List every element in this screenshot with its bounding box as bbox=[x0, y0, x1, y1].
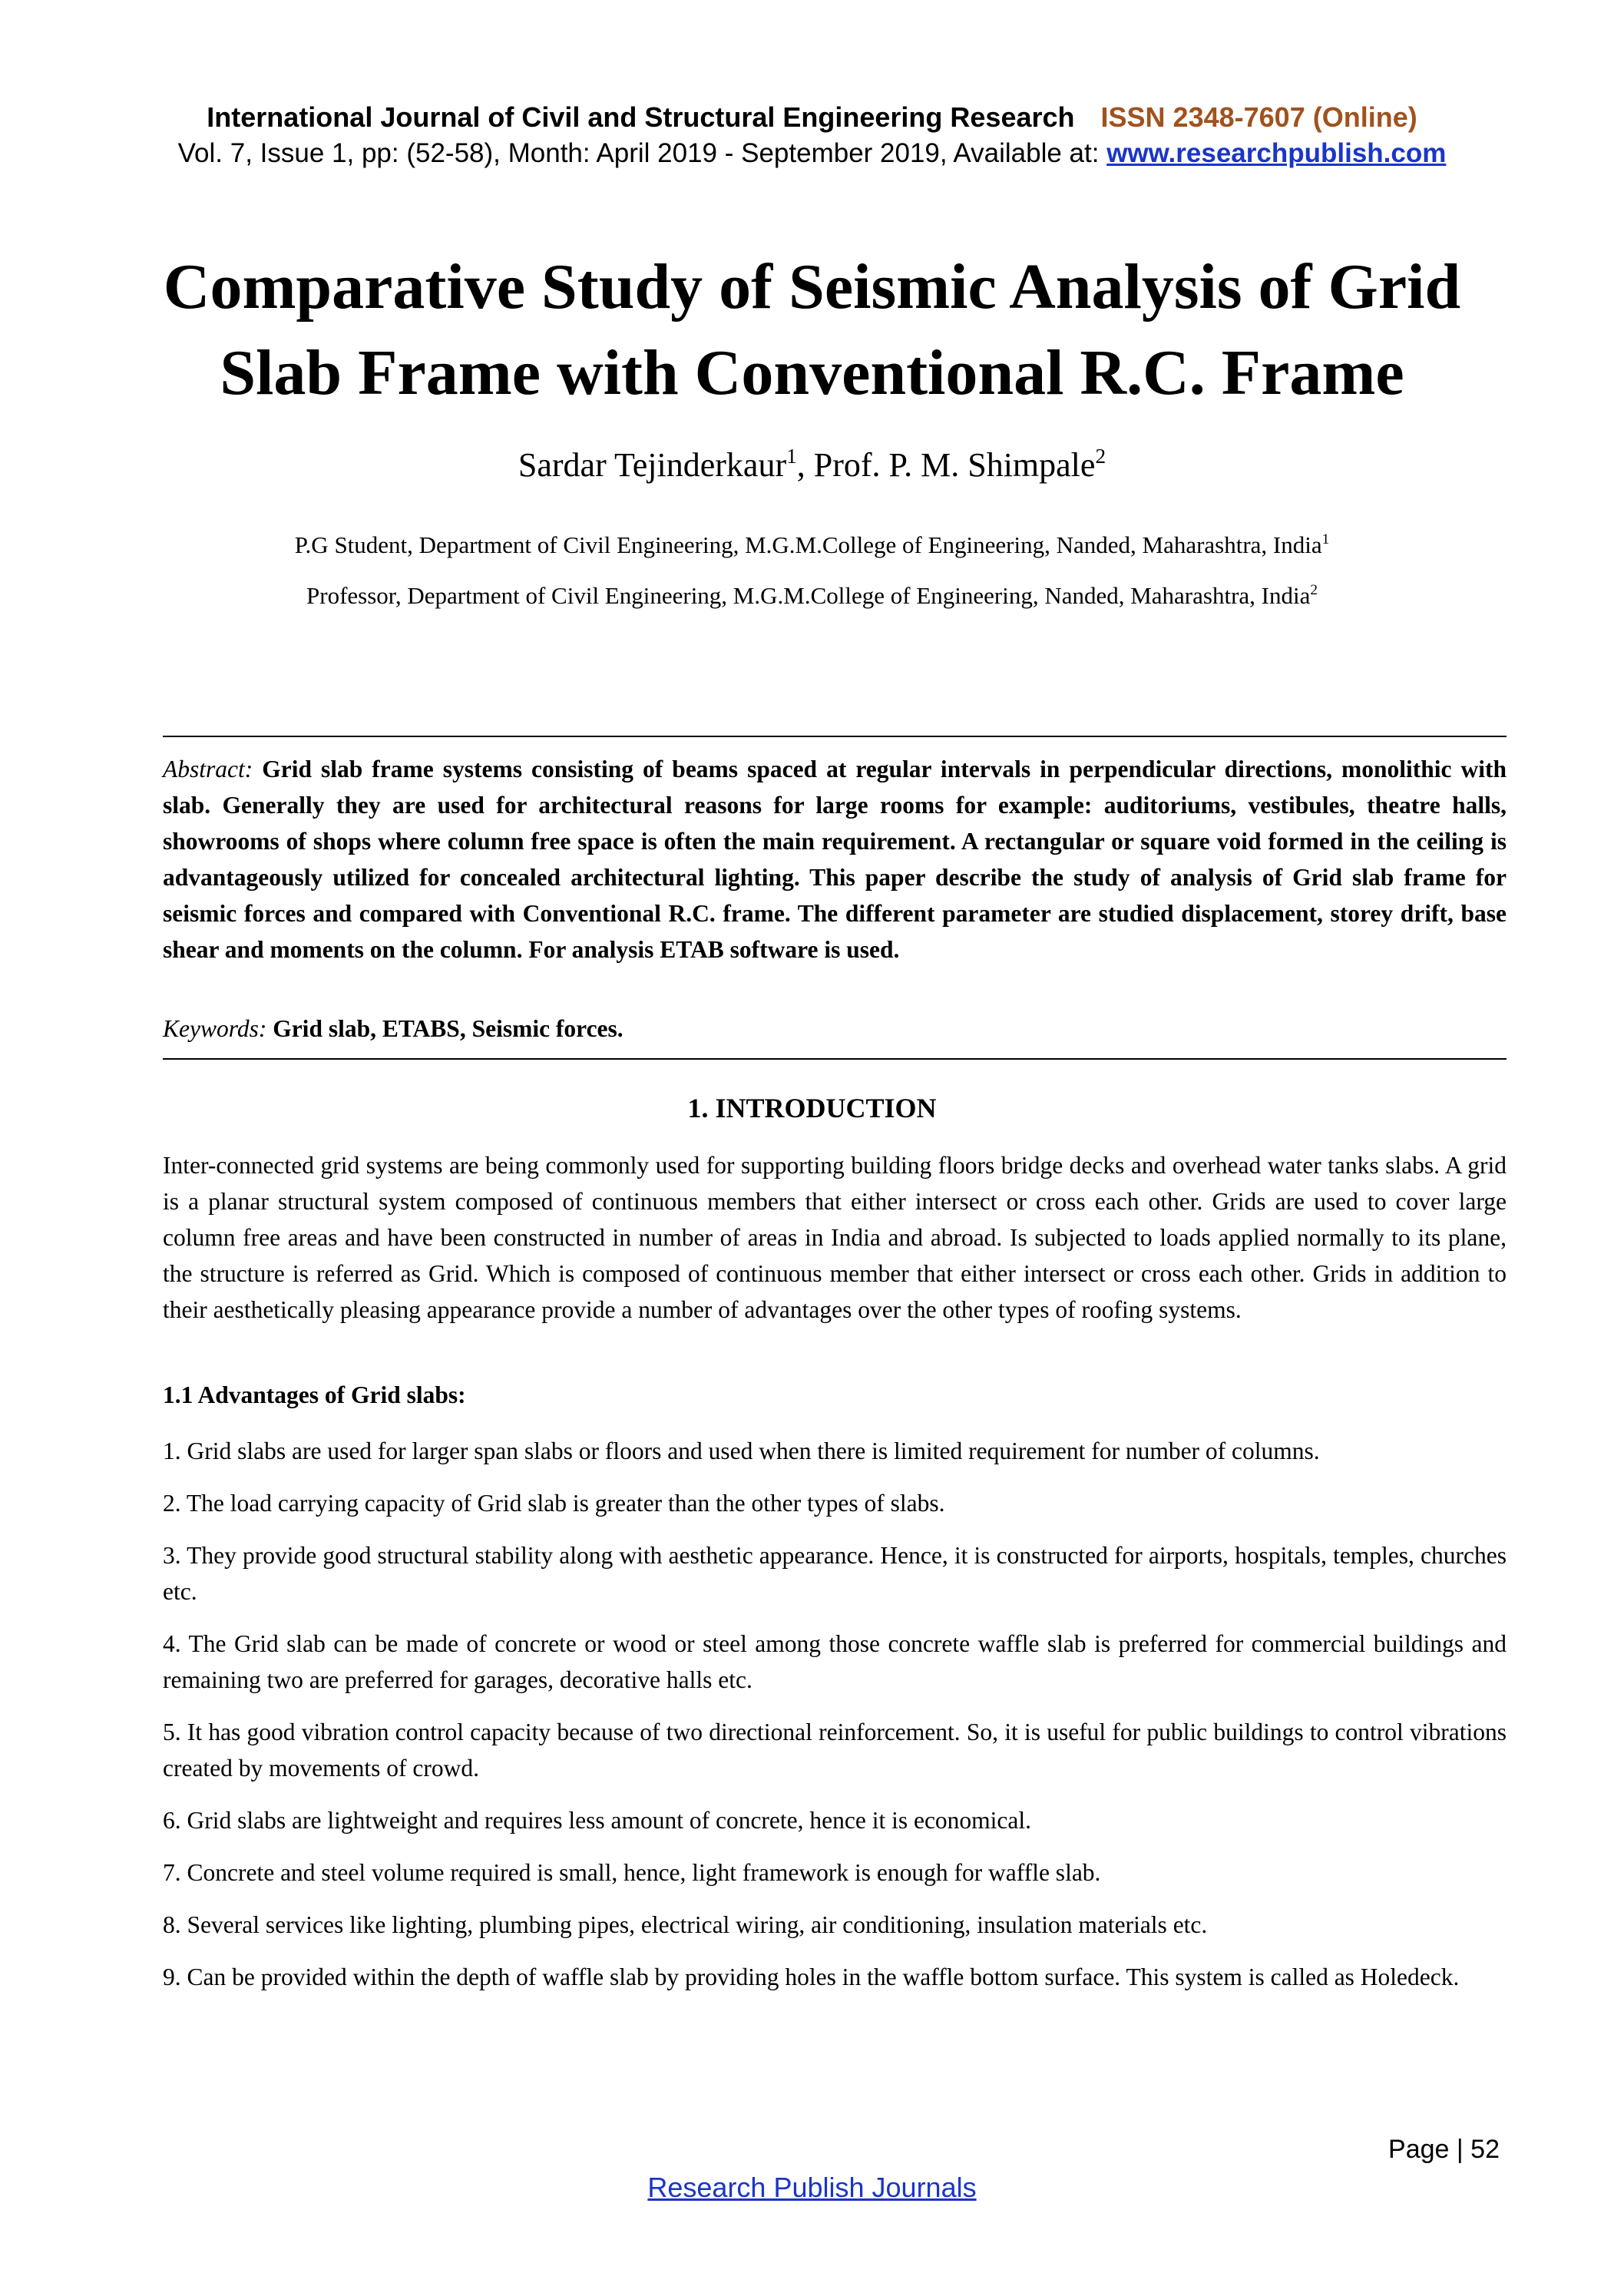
title-line-2: Slab Frame with Conventional R.C. Frame bbox=[220, 337, 1404, 409]
list-item: 1. Grid slabs are used for larger span slabs or floors and used when there is limited requirement for number of columns. bbox=[163, 1437, 1320, 1464]
title-line-1: Comparative Study of Seismic Analysis of Grid bbox=[163, 251, 1461, 323]
journal-url-link[interactable]: www.researchpublish.com bbox=[1106, 138, 1447, 168]
author-1: Sardar Tejinderkaur bbox=[518, 446, 787, 484]
author-separator: , bbox=[796, 446, 814, 484]
page-number: Page | 52 bbox=[1388, 2135, 1500, 2164]
affiliation-2-sup: 2 bbox=[1310, 582, 1318, 599]
affiliation-2-text: Professor, Department of Civil Engineering, M.G.M.College of Engineering, Nanded, Maharashtra, India bbox=[306, 582, 1311, 609]
abstract-label: Abstract: bbox=[163, 756, 253, 782]
keywords bbox=[163, 1015, 1507, 1043]
affiliation-2 bbox=[0, 582, 1624, 610]
section-heading-introduction: 1. INTRODUCTION bbox=[687, 1093, 937, 1123]
abstract-top-rule bbox=[163, 736, 1507, 737]
abstract-bottom-rule bbox=[163, 1058, 1507, 1060]
abstract-text: Grid slab frame systems consisting of beams spaced at regular intervals in perpendicular directions, monolithic with slab. Generally they are used for architectural reasons for large rooms for example: auditoriums, vestibules, theatre halls, showrooms of shops where column free space is often the main requirement. A rectangular or square void formed in the ceiling is advantageously utilized for concealed architectural lighting. This paper describe the study of analysis of Grid slab frame for seismic forces and compared with Conventional R.C. frame. The different parameter are studied displacement, storey drift, base shear and moments on the column. For analysis ETAB software is used. bbox=[163, 756, 1507, 963]
list-item: 3. They provide good structural stability along with aesthetic appearance. Hence, it is constructed for airports, hospitals, temples, churches etc. bbox=[163, 1542, 1507, 1605]
affiliation-1-text: P.G Student, Department of Civil Engineering, M.G.M.College of Engineering, Nanded, Maharashtra, India bbox=[294, 531, 1322, 558]
volume-line bbox=[0, 138, 1624, 169]
volume-text: Vol. 7, Issue 1, pp: (52-58), Month: April 2019 - September 2019, Available at: bbox=[177, 138, 1107, 168]
list-item: 9. Can be provided within the depth of waffle slab by providing holes in the waffle bottom surface. This system is called as Holedeck. bbox=[163, 1964, 1460, 1990]
list-item: 8. Several services like lighting, plumbing pipes, electrical wiring, air conditioning, insulation materials etc. bbox=[163, 1911, 1208, 1938]
advantages-list bbox=[163, 1433, 1507, 2011]
list-item: 4. The Grid slab can be made of concrete or wood or steel among those concrete waffle slab is preferred for commercial buildings and remaining two are preferred for garages, decorative halls etc. bbox=[163, 1630, 1507, 1693]
footer-publisher-link[interactable]: Research Publish Journals bbox=[647, 2172, 977, 2203]
paper-title bbox=[77, 244, 1547, 416]
list-item: 7. Concrete and steel volume required is small, hence, light framework is enough for waffle slab. bbox=[163, 1859, 1101, 1886]
affiliation-1 bbox=[0, 531, 1624, 559]
introduction-paragraph: Inter-connected grid systems are being commonly used for supporting building floors bridge decks and overhead water tanks slabs. A grid is a planar structural system composed of continuous members that either intersect or cross each other. Grids are used to cover large column free areas and have been constructed in number of areas in India and abroad. Is subjected to loads applied normally to its plane, the structure is referred as Grid. Which is composed of continuous member that either intersect or cross each other. Grids in addition to their aesthetically pleasing appearance provide a number of advantages over the other types of roofing systems. bbox=[163, 1152, 1507, 1323]
affiliation-1-sup: 1 bbox=[1321, 531, 1330, 548]
keywords-label: Keywords: bbox=[163, 1015, 267, 1042]
author-2-sup: 2 bbox=[1095, 445, 1106, 468]
list-item: 2. The load carrying capacity of Grid slab is greater than the other types of slabs. bbox=[163, 1490, 945, 1517]
subsection-heading-advantages: 1.1 Advantages of Grid slabs: bbox=[163, 1381, 466, 1408]
authors bbox=[0, 445, 1624, 485]
abstract bbox=[163, 751, 1507, 968]
issn: ISSN 2348-7607 (Online) bbox=[1100, 101, 1417, 133]
journal-name: International Journal of Civil and Structural Engineering Research bbox=[207, 101, 1075, 133]
journal-header bbox=[0, 101, 1624, 134]
list-item: 5. It has good vibration control capacity because of two directional reinforcement. So, it is useful for public buildings to control vibrations created by movements of crowd. bbox=[163, 1719, 1507, 1782]
list-item: 6. Grid slabs are lightweight and requires less amount of concrete, hence it is economical. bbox=[163, 1807, 1032, 1834]
footer bbox=[0, 2172, 1624, 2204]
author-2: Prof. P. M. Shimpale bbox=[813, 446, 1096, 484]
author-1-sup: 1 bbox=[786, 445, 797, 468]
keywords-text: Grid slab, ETABS, Seismic forces. bbox=[266, 1015, 623, 1042]
